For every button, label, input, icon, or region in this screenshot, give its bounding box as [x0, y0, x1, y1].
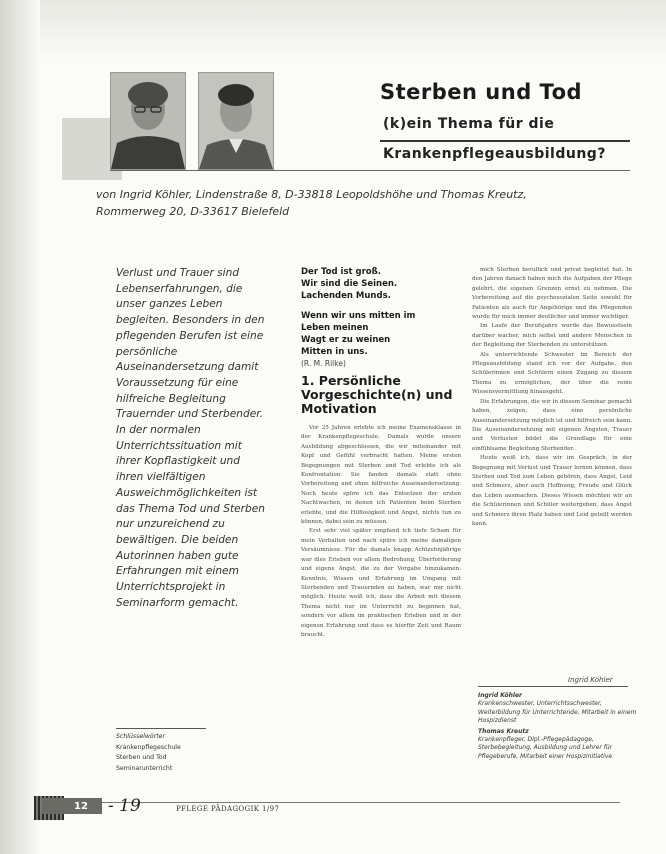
journal-name: PFLEGE PÄDAGOGIK 1/97	[176, 805, 280, 813]
epigraph	[301, 266, 461, 370]
intro-text: Verlust und Trauer sind Lebenserfahrungen, die unser ganzes Leben begleiten. Besonders in den pflegenden Berufen ist eine persönliche Auseinandersetzung damit Voraussetzung für eine hilfreiche Begleitung Trauernder und Sterbender. In der normalen Unterrichtssituation mit ihrer Kopflastigkeit und ihren vielfältigen Ausweichmöglichkeiten ist das Thema Tod und Sterben nur unzureichend zu bewältigen. Die beiden Autorinnen haben gute Erfahrungen mit einem Unterrichtsprojekt in Seminarform gemacht.	[116, 267, 265, 609]
keyword: Krankenpflegeschule	[116, 743, 181, 751]
section-heading: 1. Persönliche Vorgeschichte(n) und Motivation	[301, 373, 453, 416]
body-column-middle	[301, 424, 461, 640]
body-column-right	[472, 266, 632, 529]
body-paragraph: Heute weiß ich, dass wir im Gespräch, in der Begegnung mit Verlust und Trauer lernen können, dass Sterben und Tod zum Leben gehören, dass Angst, Leid und Schmerz, aber auch Hoffnung, Freude und Glück das Leben ausmachen. Dieses Wissen möchten wir an die Schülerinnen und Schüler weitergeben, dass Angst und Schmerz ihren Platz haben und Leid geteilt werden kann.	[472, 455, 632, 527]
bio-divider	[478, 686, 628, 687]
handwritten-annotation: - 19	[108, 796, 141, 816]
body-paragraph: mich Sterben beruflich und privat begleitet hat. In den Jahren danach haben mich die Aufgaben der Pflege gelehrt, die eigenen Grenzen ernst zu nehmen. Die Vorbereitung auf die psychosozialen Seite sowohl für Patienten als auch für Angehörige und die Pflegenden wurde für mich immer deutlicher und immer wichtiger.	[472, 267, 632, 321]
epigraph-stanza-1: Der Tod ist groß. Wir sind die Seinen. Lachenden Munds.	[301, 267, 398, 301]
author-line: von Ingrid Köhler, Lindenstraße 8, D-33818 Leopoldshöhe und Thomas Kreutz, Rommerweg 20, D-33617 Bielefeld	[96, 188, 527, 218]
body-paragraph: Als unterrichtende Schwester im Bereich der Pflegeausbildung stand ich vor der Aufgabe, den Schülerinnen und Schülern einen Zugang zu diesem Thema zu ermöglichen, der über die reine Wissensvermittlung hinausgeht.	[472, 351, 632, 396]
footer-rule	[100, 802, 620, 803]
page-number: 12	[74, 801, 88, 812]
keywords-divider	[116, 728, 206, 729]
bio-text: Krankenschwester, Unterrichtsschwester, Weiterbildung für Unterrichtende, Mitarbeit in einem Hospizdienst	[478, 700, 637, 725]
epigraph-source: (R. M. Rilke)	[301, 359, 346, 368]
author-photo-1	[110, 72, 186, 170]
article-subtitle-line2: Krankenpflegeausbildung?	[383, 146, 606, 162]
keywords-label: Schlüsselwörter	[116, 733, 166, 740]
keywords-box	[116, 732, 226, 774]
body-paragraph: Vor 25 Jahren erlebte ich meine Examensklasse in der Krankenpflegeschule. Damals wurde unsere Ausbildung abgeschlossen, die wir miteinander mit Kopf und Gefühl verbracht hatten. Meine ersten Begegnungen mit Sterben und Tod erlebte ich als Konfrontation. Sie fanden damals statt ohne Vorbereitung und ohne hilfreiche Auseinandersetzung. Noch heute spüre ich das Entsetzen der ersten Nachtwachen, in denen ich Patienten beim Sterben erlebte, und die Hilflosigkeit und Angst, nichts tun zu können, dabei sein zu müssen.	[301, 425, 461, 526]
title-rule	[380, 140, 630, 142]
author-photo-2	[198, 72, 274, 170]
bio-text: Krankenpfleger, Dipl.-Pflegepädagoge, Sterbebegleitung, Ausbildung und Lehrer für Pflegeberufe, Mitarbeit einer Hospizinitiative	[478, 736, 613, 760]
epigraph-stanza-2: Wenn wir uns mitten im Leben meinen Wagt er zu weinen Mitten in uns.	[301, 311, 416, 357]
article-subtitle-line1: (k)ein Thema für die	[383, 116, 555, 132]
body-paragraph: Erst sehr viel später empfand ich tiefe Scham für mein Verhalten und nach spüre ich meine damaligen Versäumnisse. Für die damals knapp Achtzehnjährige war dies Erleben vor allem Bedrohung, Überforderung und eigene Angst, die zu der Vorgabe hinzukamen. Kenntnis, Wissen und Erfahrung im Umgang mit Sterbenden und Trauernden zu haben, war mir nicht möglich. Heute weiß ich, dass die Arbeit mit diesem Thema nicht nur im Unterricht zu beginnen hat, sondern vor allem im praktischen Erleben und in der eigenen Erfahrung und dass es hierfür Zeit und Raum braucht.	[301, 528, 461, 638]
bio-name: Ingrid Köhler	[478, 692, 522, 699]
keyword: Seminarunterricht	[116, 764, 173, 772]
article-title: Sterben und Tod	[380, 80, 583, 104]
scan-shadow-left	[0, 0, 40, 854]
body-paragraph: Im Laufe der Berufsjahre wurde das Bewusstsein darüber wacher, mich selbst und andere Menschen in der Begleitung der Sterbenden zu unterstützen.	[472, 323, 632, 349]
scan-shadow-top	[40, 0, 666, 60]
author-bios	[478, 690, 638, 761]
keyword: Sterben und Tod	[116, 754, 167, 761]
header-rule	[110, 170, 630, 171]
body-paragraph: Die Erfahrungen, die wir in diesem Seminar gemacht haben, zeigen, dass eine persönliche Auseinandersetzung möglich ist und hilfreich sein kann. Die Auseinandersetzung mit eigenen Ängsten, Trauer und Verlusten bildet die Grundlage für eine einfühlsame Begleitung Sterbender.	[472, 398, 632, 452]
signature: Ingrid Köhler	[568, 676, 613, 684]
bio-name: Thomas Kreutz	[478, 727, 529, 735]
page-number-bar	[42, 798, 102, 814]
